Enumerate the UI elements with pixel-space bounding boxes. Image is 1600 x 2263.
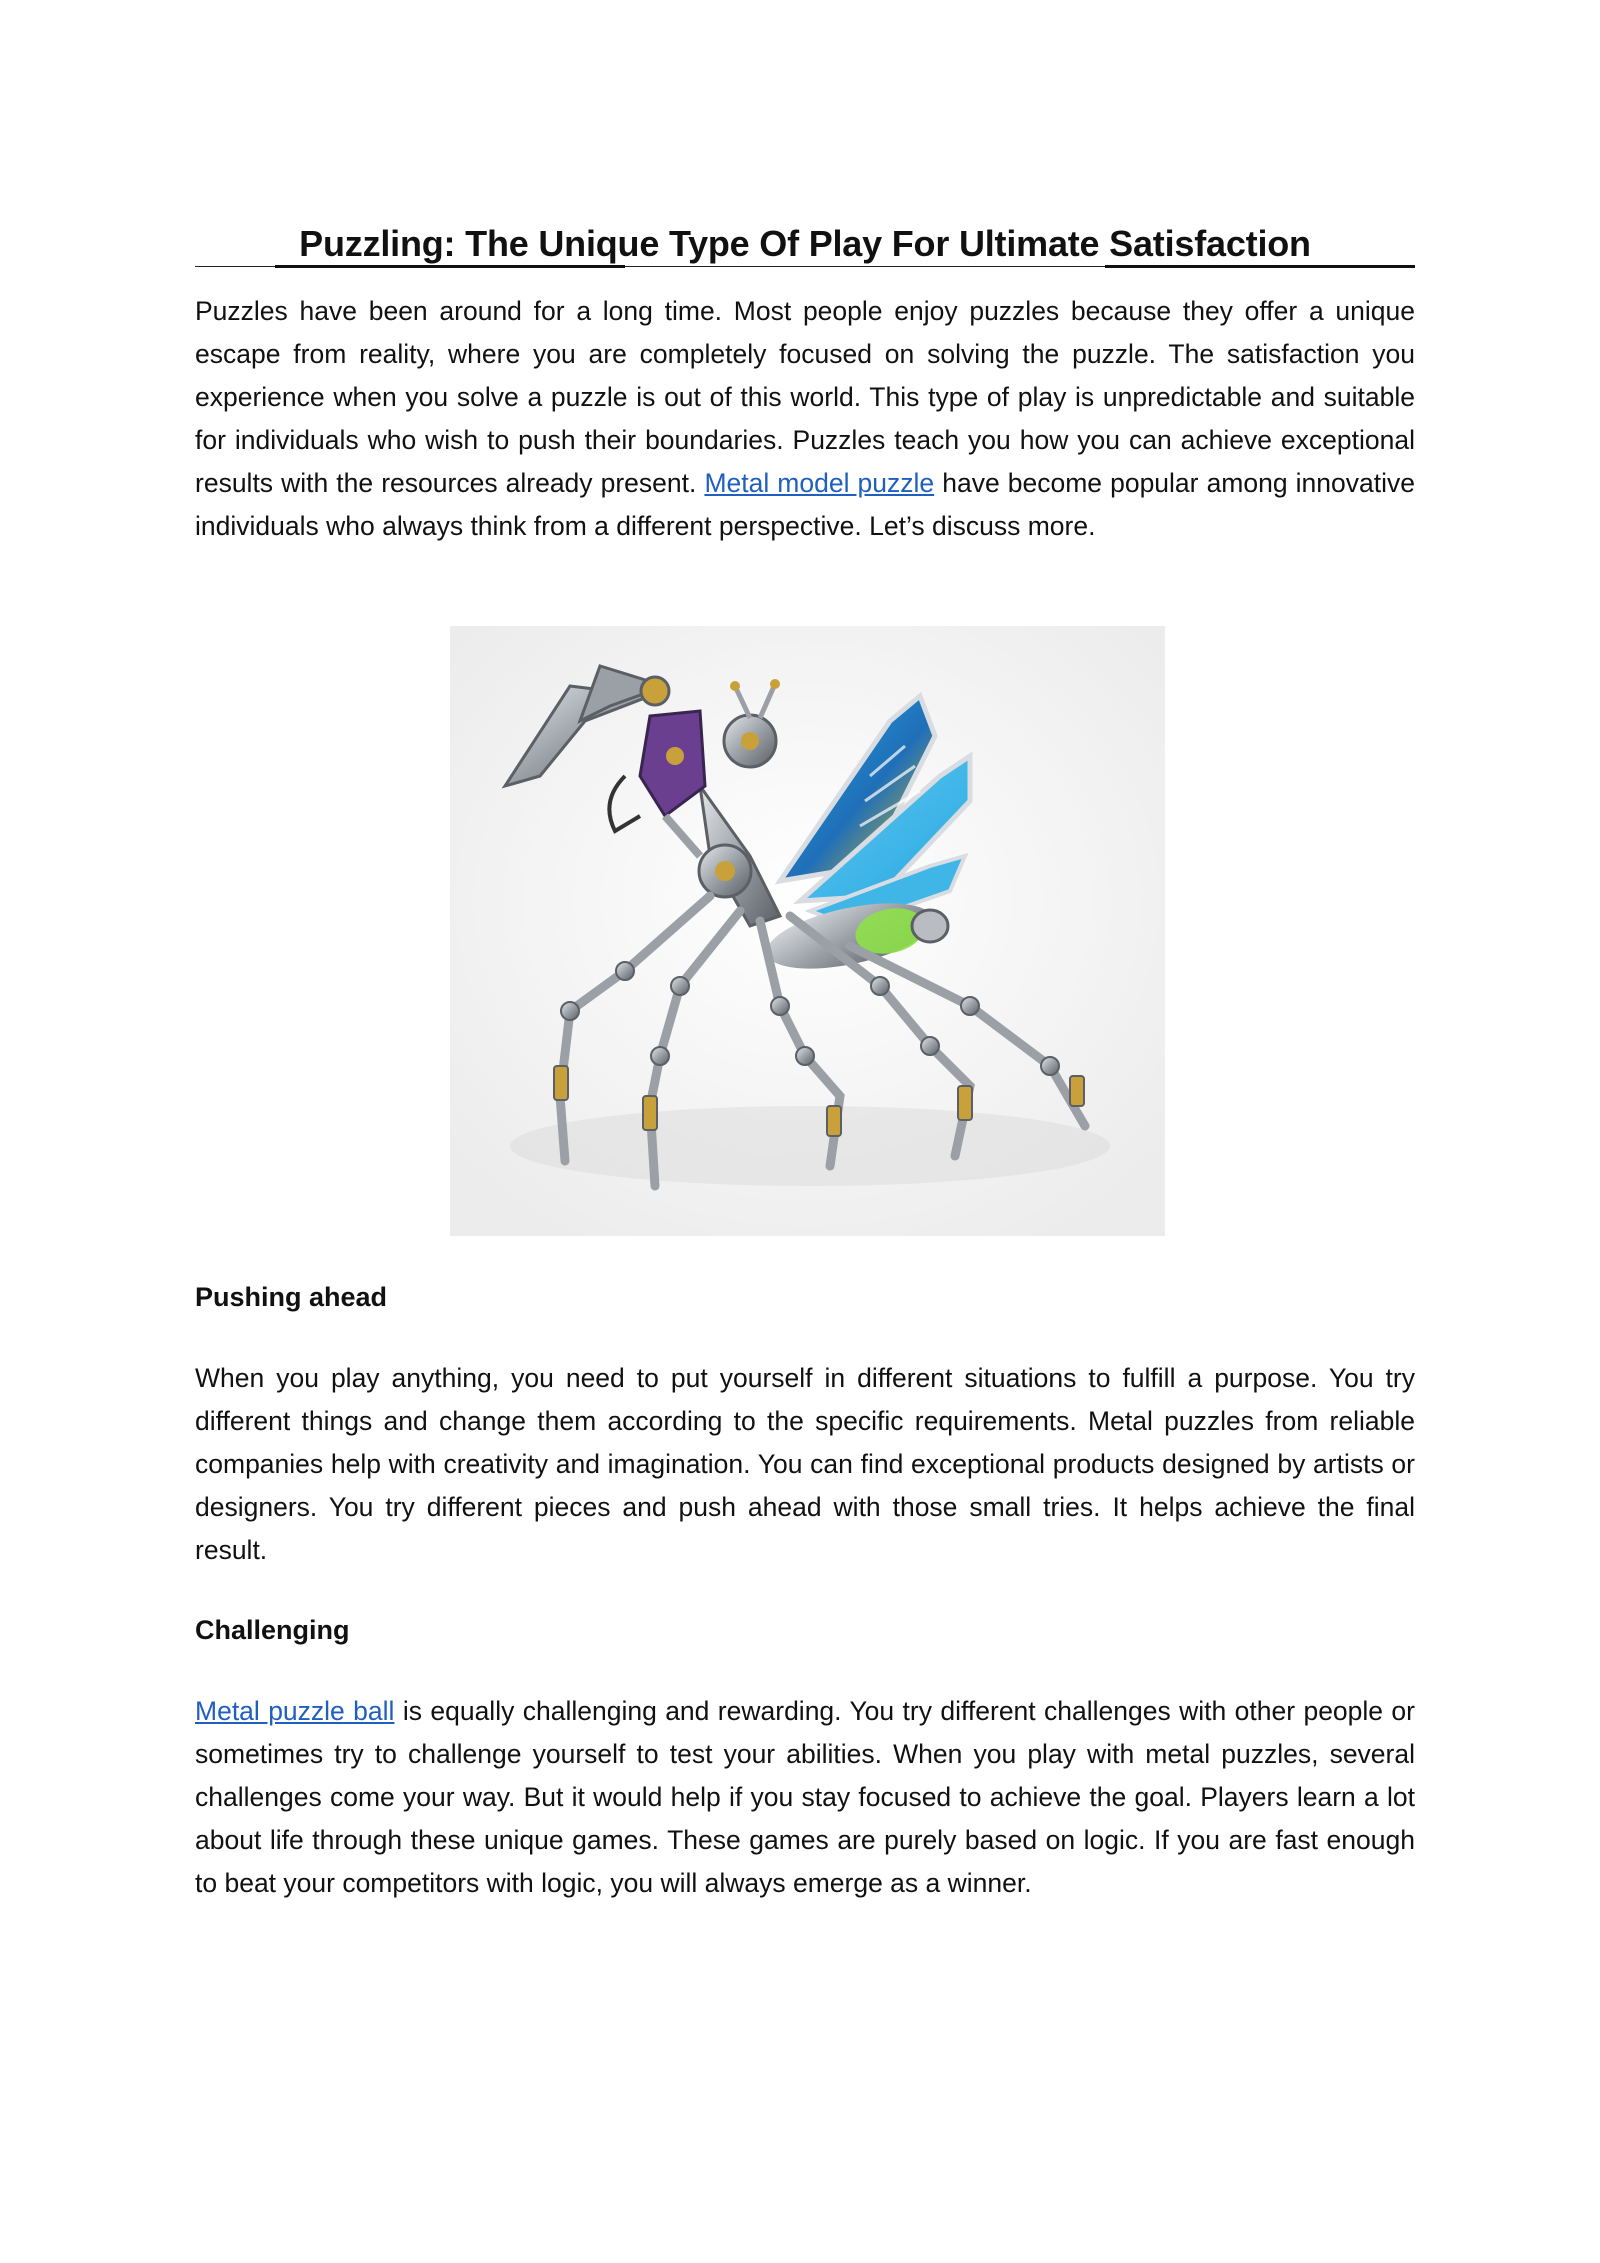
section-heading-challenging: Challenging xyxy=(195,1615,350,1645)
page-title: Puzzling: The Unique Type Of Play For Ultimate Satisfaction xyxy=(299,223,1311,265)
intro-text-after-link: have become popular among innovative individuals who always think from a different perspective. Let’s discuss more. xyxy=(195,468,1415,541)
intro-paragraph xyxy=(195,290,1415,548)
title-underline xyxy=(195,264,1415,270)
challenging-text-after-link: is equally challenging and rewarding. You try different challenges with other people or sometimes try to challenge yourself to test your abilities. When you play with metal puzzles, several challenges come your way. But it would help if you stay focused to achieve the goal. Players learn a lot about life through these unique games. These games are purely based on logic. If you are fast enough to beat your competitors with logic, you will always emerge as a winner. xyxy=(195,1696,1415,1898)
metal-puzzle-ball-link[interactable]: Metal puzzle ball xyxy=(195,1696,395,1726)
intro-text-before-link: Puzzles have been around for a long time. Most people enjoy puzzles because they offer a unique escape from reality, where you are completely focused on solving the puzzle. The satisfaction you experience when you solve a puzzle is out of this world. This type of play is unpredictable and suitable for individuals who wish to push their boundaries. Puzzles teach you how you can achieve exceptional results with the resources already present. xyxy=(195,296,1415,498)
shadow xyxy=(510,1106,1110,1186)
section-heading-pushing-ahead: Pushing ahead xyxy=(195,1282,388,1312)
title-underline-accent-left xyxy=(275,265,625,268)
mantis-illustration xyxy=(450,626,1165,1236)
section-paragraph-challenging xyxy=(195,1690,1415,1905)
title-underline-accent-right xyxy=(1105,265,1415,268)
mantis-model-image xyxy=(450,626,1165,1236)
metal-model-puzzle-link[interactable]: Metal model puzzle xyxy=(704,468,935,498)
section-paragraph-pushing-ahead: When you play anything, you need to put yourself in different situations to fulfill a purpose. You try different things and change them according to the specific requirements. Metal puzzles from reliable companies help with creativity and imagination. You can find exceptional products designed by artists or designers. You try different pieces and push ahead with those small tries. It helps achieve the final result. xyxy=(195,1363,1415,1565)
